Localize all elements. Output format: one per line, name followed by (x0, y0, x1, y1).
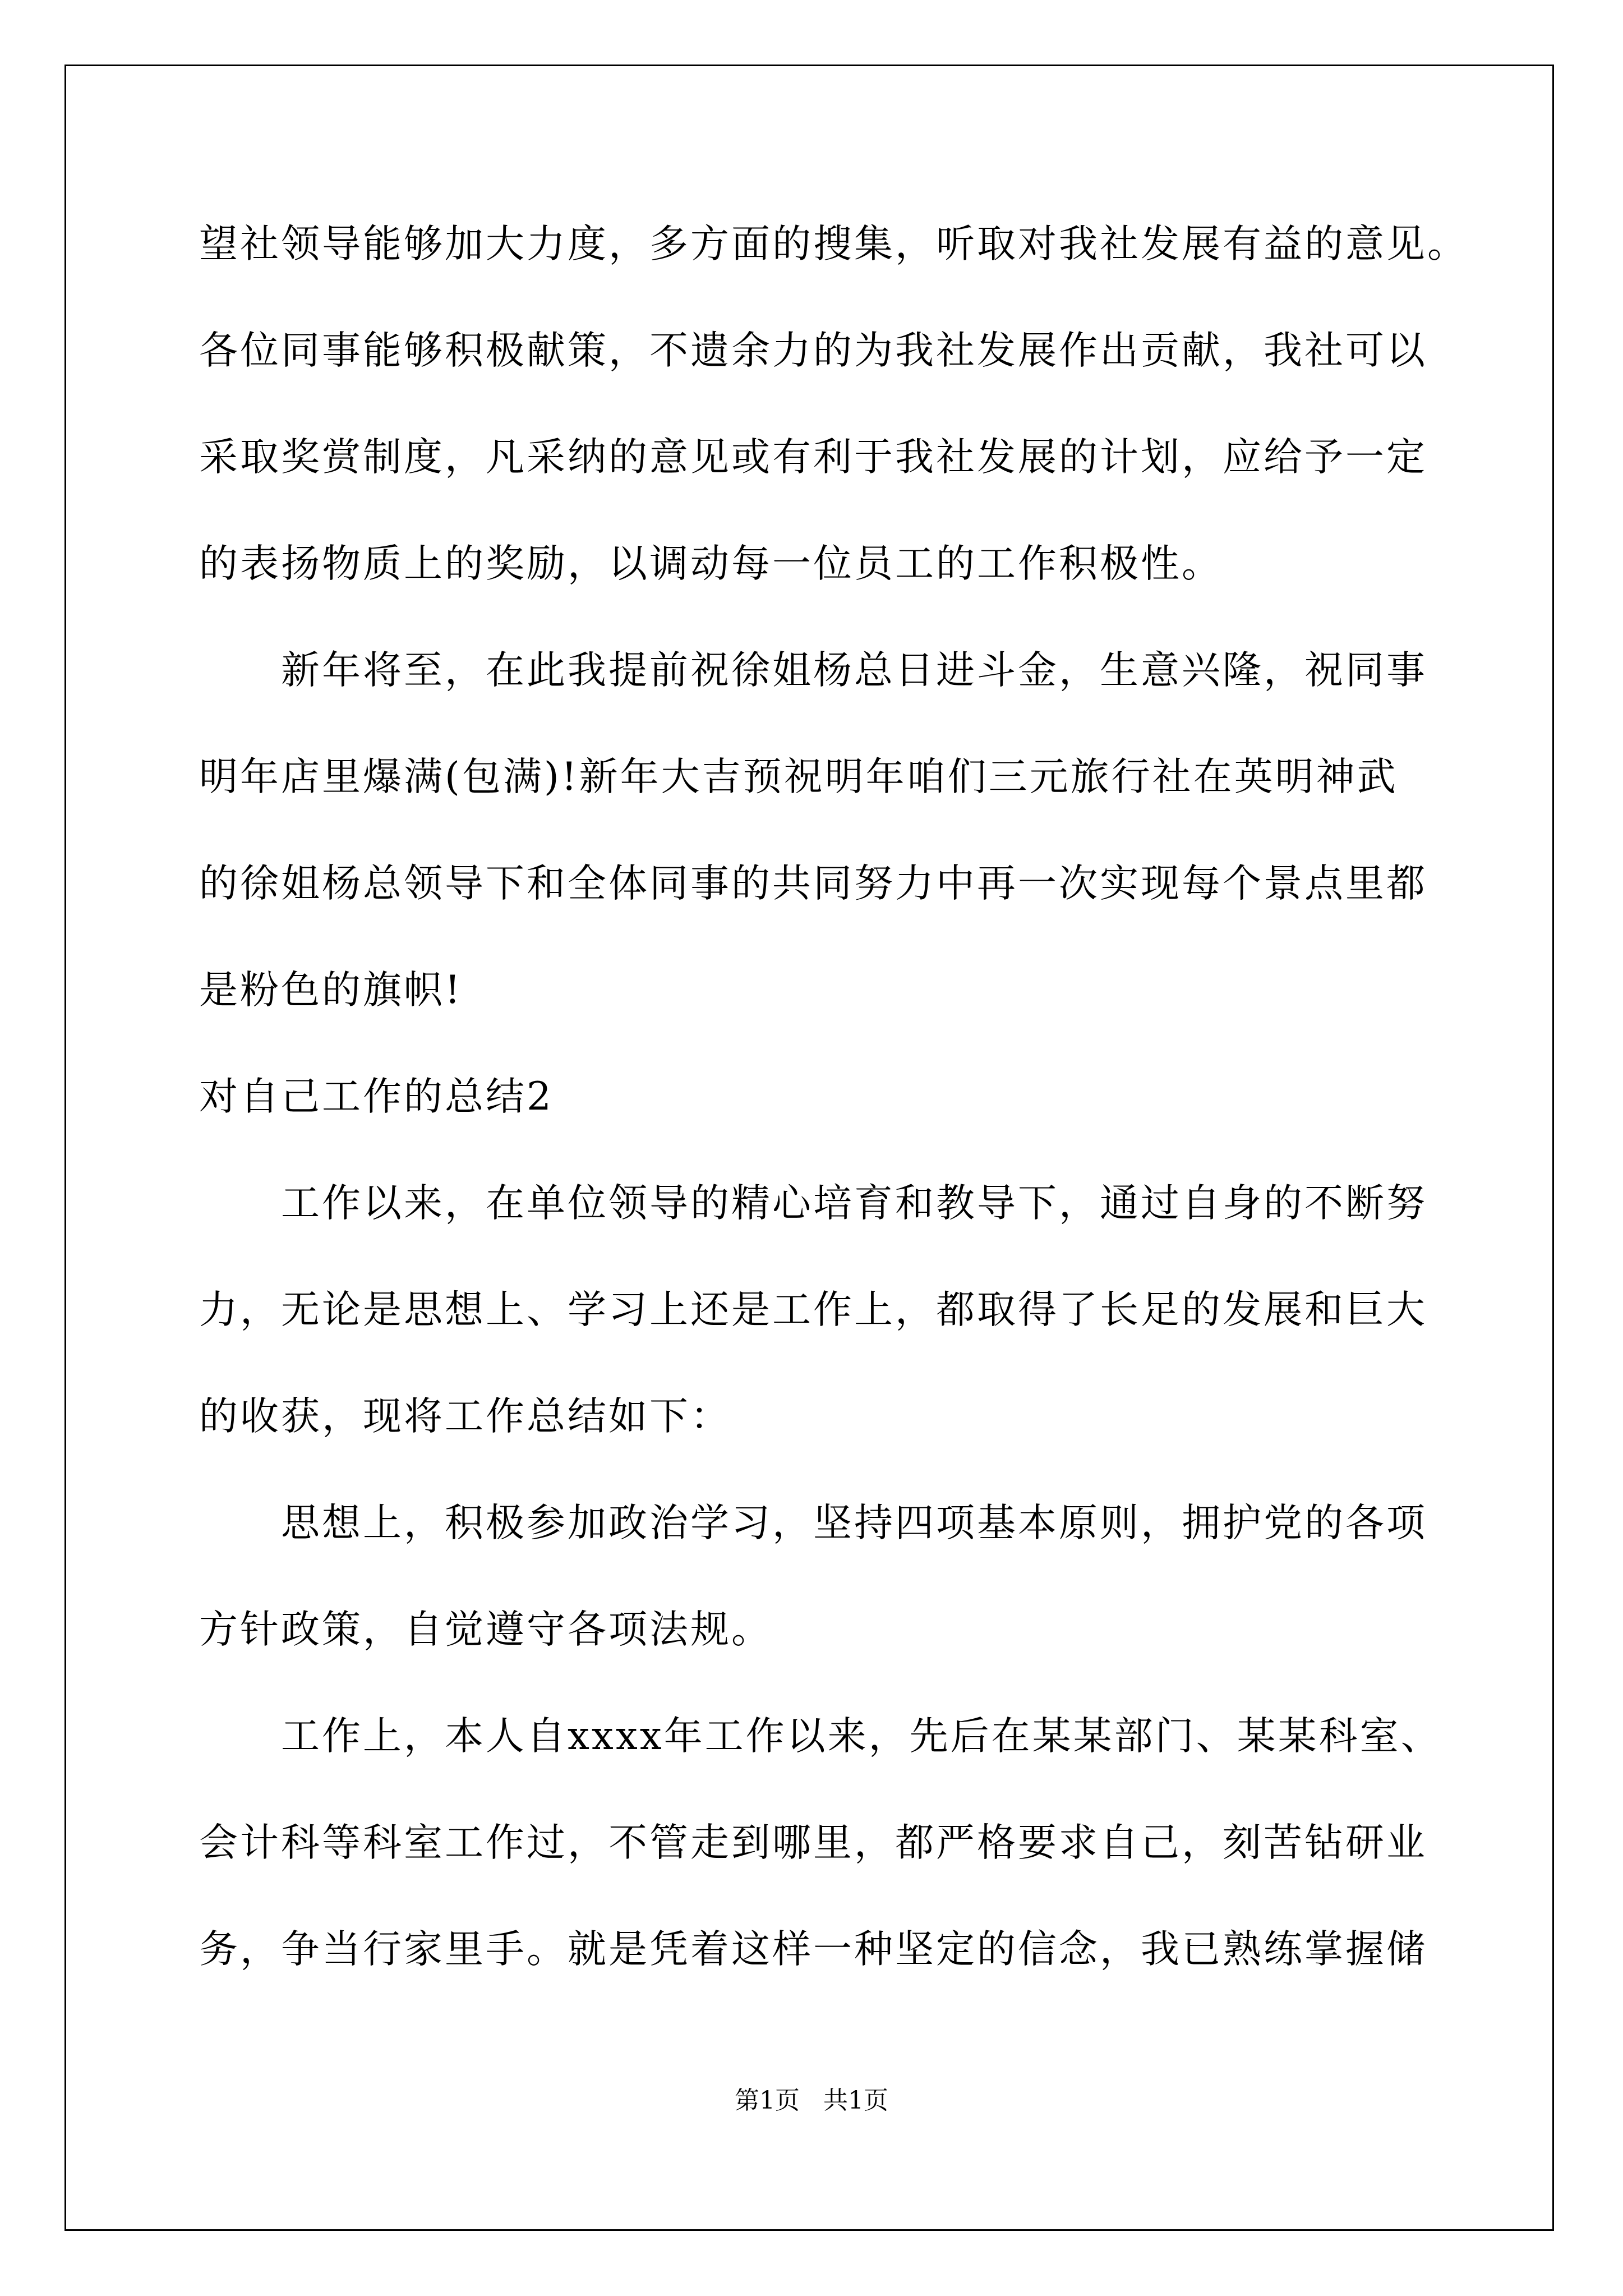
text-line: 采取奖赏制度，凡采纳的意见或有利于我社发展的计划，应给予一定 (199, 435, 1427, 480)
text-line: 望社领导能够加大力度，多方面的搜集，听取对我社发展有益的意见。 (199, 222, 1468, 266)
text-line: 思想上，积极参加政治学习，坚持四项基本原则，拥护党的各项 (199, 1501, 1427, 1545)
text-line: 明年店里爆满(包满)!新年大吉预祝明年咱们三元旅行社在英明神武 (199, 754, 1398, 799)
text-line: 方针政策，自觉遵守各项法规。 (199, 1607, 772, 1652)
text-line: 各位同事能够积极献策，不遗余力的为我社发展作出贡献，我社可以 (199, 328, 1427, 373)
text-line: 务，争当行家里手。就是凭着这样一种坚定的信念，我已熟练掌握储 (199, 1927, 1427, 1972)
text-line: 工作以来，在单位领导的精心培育和教导下，通过自身的不断努 (199, 1181, 1427, 1226)
text-line: 工作上，本人自xxxx年工作以来，先后在某某部门、某某科室、 (199, 1714, 1442, 1759)
page-footer: 第1页 共1页 (735, 2086, 888, 2115)
page-border (64, 65, 1554, 2231)
text-line: 的徐姐杨总领导下和全体同事的共同努力中再一次实现每个景点里都 (199, 861, 1427, 906)
section-heading: 对自己工作的总结2 (199, 1074, 554, 1119)
text-line: 是粉色的旗帜! (199, 968, 463, 1013)
text-line: 的表扬物质上的奖励，以调动每一位员工的工作积极性。 (199, 541, 1223, 586)
text-line: 新年将至，在此我提前祝徐姐杨总日进斗金，生意兴隆，祝同事 (199, 648, 1427, 693)
text-line: 会计科等科室工作过，不管走到哪里，都严格要求自己，刻苦钻研业 (199, 1820, 1427, 1865)
text-line: 的收获，现将工作总结如下： (199, 1394, 731, 1439)
text-line: 力，无论是思想上、学习上还是工作上，都取得了长足的发展和巨大 (199, 1287, 1427, 1332)
